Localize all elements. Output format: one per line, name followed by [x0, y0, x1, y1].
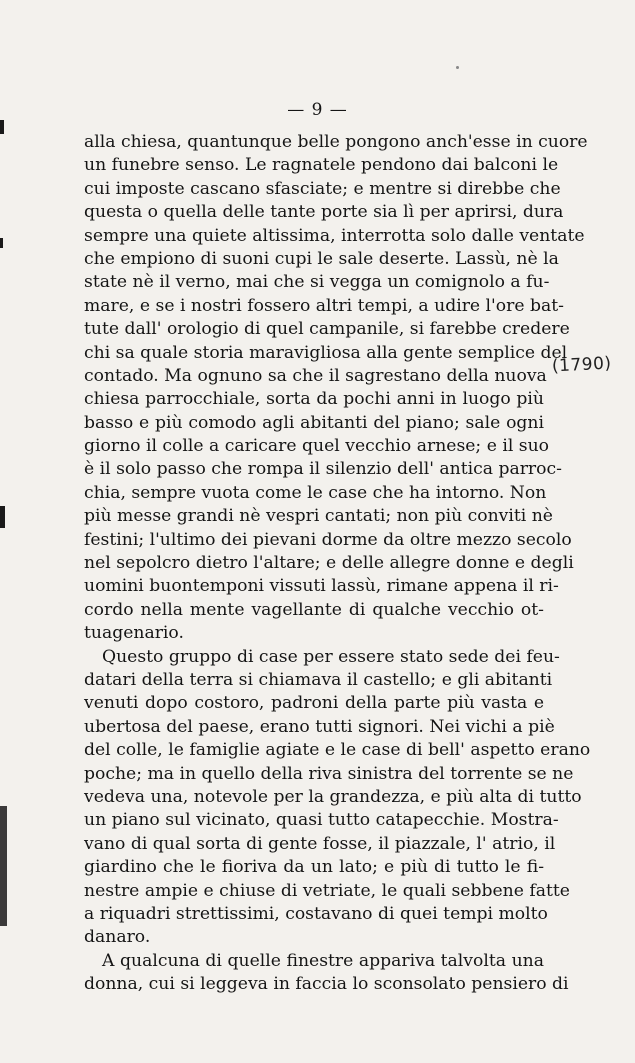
text-line: del colle, le famiglie agiate e le case di bell' aspetto erano — [84, 740, 591, 761]
text-line: che empiono di suoni cupi le sale deserte. Lassù, nè la — [84, 248, 559, 269]
text-line: basso e più comodo agli abitanti del piano; sale ogni — [84, 412, 544, 433]
text-line: giorno il colle a caricare quel vecchio arnese; e il suo — [84, 436, 550, 457]
left-edge-mark-4 — [0, 806, 7, 926]
text-line: cordo nella mente vagellante di qualche vecchio ot- — [84, 599, 544, 620]
text-line: chia, sempre vuota come le case che ha intorno. Non — [84, 482, 547, 503]
text-line: giardino che le fioriva da un lato; e più di tutto le fi- — [84, 857, 544, 878]
text-line: tute dall' orologio di quel campanile, si farebbe credere — [84, 319, 570, 340]
paper-speck — [456, 66, 459, 69]
text-line: contado. Ma ognuno sa che il sagrestano della nuova — [84, 365, 547, 386]
text-line: donna, cui si leggeva in faccia lo sconsolato pensiero di — [84, 974, 569, 995]
text-line: cui imposte cascano sfasciate; e mentre si direbbe che — [84, 178, 561, 199]
text-line: ubertosa del paese, erano tutti signori. Nei vichi a piè — [84, 716, 555, 737]
text-line: più messe grandi nè vespri cantati; non più conviti nè — [84, 506, 553, 527]
text-line: a riquadri strettissimi, costavano di quei tempi molto — [84, 903, 548, 924]
text-line: sempre una quiete altissima, interrotta solo dalle ventate — [84, 225, 585, 246]
left-edge-mark-1 — [0, 120, 4, 134]
left-edge-mark-3 — [0, 506, 5, 528]
text-line: poche; ma in quello della riva sinistra del torrente se ne — [84, 763, 574, 784]
text-line: danaro. — [84, 927, 151, 948]
text-line: Questo gruppo di case per essere stato sede dei feu- — [102, 646, 560, 667]
text-line: venuti dopo costoro, padroni della parte più vasta e — [84, 693, 544, 714]
text-line: state nè il verno, mai che si vegga un comignolo a fu- — [84, 272, 550, 293]
text-line: chiesa parrocchiale, sorta da pochi anni in luogo più — [84, 389, 544, 410]
text-line: A qualcuna di quelle finestre appariva talvolta una — [102, 950, 544, 971]
text-line: vedeva una, notevole per la grandezza, e più alta di tutto — [84, 786, 582, 807]
text-line: questa o quella delle tante porte sia lì per aprirsi, dura — [84, 202, 564, 223]
text-line: nel sepolcro dietro l'altare; e delle allegre donne e degli — [84, 553, 574, 574]
text-line: un funebre senso. Le ragnatele pendono dai balconi le — [84, 155, 559, 176]
text-line: uomini buontemponi vissuti lassù, rimane appena il ri- — [84, 576, 559, 597]
text-line: nestre ampie e chiuse di vetriate, le quali sebbene fatte — [84, 880, 570, 901]
text-line: chi sa quale storia maravigliosa alla gente semplice del — [84, 342, 568, 363]
text-line: festini; l'ultimo dei pievani dorme da oltre mezzo secolo — [84, 529, 572, 550]
page-number: — 9 — — [287, 100, 348, 120]
text-line: alla chiesa, quantunque belle pongono anch'esse in cuore — [84, 132, 588, 152]
text-line: vano di qual sorta di gente fosse, il piazzale, l' atrio, il — [84, 833, 556, 854]
handwritten-margin-note: (1790) — [551, 353, 613, 377]
text-line: è il solo passo che rompa il silenzio dell' antica parroc- — [84, 459, 562, 480]
text-line: mare, e se i nostri fossero altri tempi, a udire l'ore bat- — [84, 295, 564, 316]
text-line: datari della terra si chiamava il castello; e gli abitanti — [84, 669, 553, 690]
left-edge-mark-2 — [0, 238, 3, 248]
text-line: un piano sul vicinato, quasi tutto catapecchie. Mostra- — [84, 810, 559, 831]
text-line: tuagenario. — [84, 623, 184, 644]
